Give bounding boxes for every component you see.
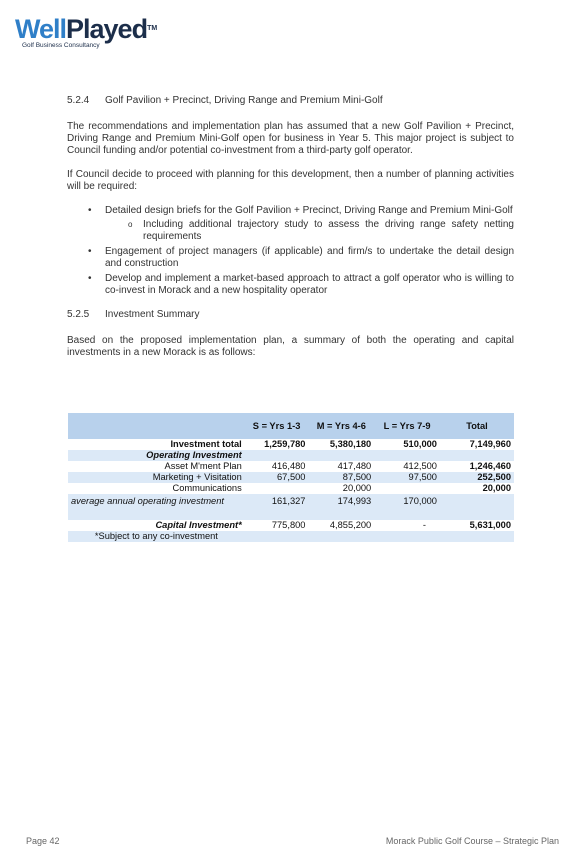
- section-number: 5.2.5: [67, 309, 90, 320]
- cell-value: 1,259,780: [264, 439, 306, 449]
- cell-value: 417,480: [337, 461, 372, 471]
- table-row: [68, 483, 514, 494]
- cell-value: [245, 531, 309, 542]
- cell-value: 252,500: [440, 472, 514, 483]
- logo-wordmark: WellPlayed™: [15, 14, 158, 44]
- cell-value: 4,855,200: [329, 520, 372, 530]
- table-row: [68, 531, 514, 542]
- row-label: Communications: [172, 483, 242, 493]
- paragraph-recommendations: The recommendations and implementation plan has assumed that a new Golf Pavilion + Precinct, Driving Range and Premium Mini-Golf open for business in Year 5. This major project is subject to Council funding and/or potential co-investment from a third-party golf operator.: [67, 121, 514, 156]
- table-row: [68, 461, 514, 472]
- planning-activities-list: [67, 205, 514, 297]
- cell-value: 5,631,000: [469, 520, 511, 530]
- table-row: [68, 472, 514, 483]
- cell-value: 416,480: [271, 461, 306, 471]
- row-label: Capital Investment*: [155, 520, 242, 530]
- cell-value: [440, 450, 514, 461]
- section-title: Golf Pavilion + Precinct, Driving Range and Premium Mini-Golf: [105, 95, 383, 106]
- cell-value: [308, 450, 374, 461]
- cell-value: 510,000: [403, 439, 437, 449]
- section-title: Investment Summary: [105, 309, 200, 320]
- row-label: average annual operating investment: [68, 494, 245, 520]
- cell-value: -: [422, 520, 426, 530]
- cell-value: [440, 494, 514, 520]
- cell-value: [440, 531, 514, 542]
- document-title: Morack Public Golf Course – Strategic Plan: [385, 836, 559, 846]
- cell-value: 5,380,180: [329, 439, 372, 449]
- table-row: [68, 450, 514, 461]
- table-header-cell: Total: [440, 413, 514, 439]
- paragraph-planning: If Council decide to proceed with planning for this development, then a number of planning activities will be required:: [67, 169, 514, 192]
- table-header-blank: [68, 413, 245, 439]
- cell-value: [245, 483, 309, 494]
- page-footer: [26, 836, 559, 846]
- sub-list: [105, 219, 514, 243]
- row-label: Marketing + Visitation: [68, 472, 245, 483]
- cell-value: 161,327: [245, 494, 309, 520]
- cell-value: 67,500: [245, 472, 309, 483]
- list-item: [105, 205, 514, 243]
- investment-summary-table: [68, 413, 514, 542]
- cell-value: [374, 483, 440, 494]
- table-header-cell: S = Yrs 1-3: [245, 413, 309, 439]
- list-item: • Develop and implement a market-based approach to attract a golf operator who is willing to co-invest in Morack and a new hospitality operator: [105, 273, 514, 297]
- table-row: [68, 439, 514, 450]
- cell-value: 97,500: [374, 472, 440, 483]
- cell-value: 1,246,460: [469, 461, 511, 471]
- table-row: [68, 494, 514, 520]
- sub-list-item: o Including additional trajectory study to assess the driving range safety netting requirements: [143, 219, 514, 243]
- table-header-row: [68, 413, 514, 439]
- section-heading-investment-summary: [67, 309, 514, 321]
- row-label: Asset M'ment Plan: [164, 461, 242, 471]
- cell-value: 20,000: [342, 483, 372, 493]
- cell-value: 87,500: [308, 472, 374, 483]
- cell-value: [374, 531, 440, 542]
- section-number: 5.2.4: [67, 95, 90, 106]
- table-footnote: *Subject to any co-investment: [68, 531, 245, 542]
- row-label: Investment total: [170, 439, 242, 449]
- paragraph-investment-intro: Based on the proposed implementation plan, a summary of both the operating and capital investments in a new Morack is as follows:: [67, 335, 514, 358]
- list-item-text: Detailed design briefs for the Golf Pavilion + Precinct, Driving Range and Premium Mini-Golf: [105, 205, 513, 216]
- page-content: [67, 95, 514, 371]
- cell-value: [374, 450, 440, 461]
- page-number: Page 42: [26, 836, 60, 846]
- cell-value: [308, 531, 374, 542]
- cell-value: 170,000: [374, 494, 440, 520]
- table-row: [68, 520, 514, 531]
- cell-value: 174,993: [308, 494, 374, 520]
- table-header-cell: L = Yrs 7-9: [374, 413, 440, 439]
- logo-tagline: Golf Business Consultancy: [22, 42, 100, 49]
- cell-value: 412,500: [403, 461, 437, 471]
- cell-value: 775,800: [271, 520, 306, 530]
- table-header-cell: M = Yrs 4-6: [308, 413, 374, 439]
- section-heading-golf-pavilion: [67, 95, 514, 107]
- wellplayed-logo: [15, 14, 157, 49]
- cell-value: 7,149,960: [469, 439, 511, 449]
- list-item: • Engagement of project managers (if applicable) and firm/s to undertake the detail design and construction: [105, 246, 514, 270]
- cell-value: 20,000: [482, 483, 511, 493]
- cell-value: [245, 450, 309, 461]
- row-label: Operating Investment: [68, 450, 245, 461]
